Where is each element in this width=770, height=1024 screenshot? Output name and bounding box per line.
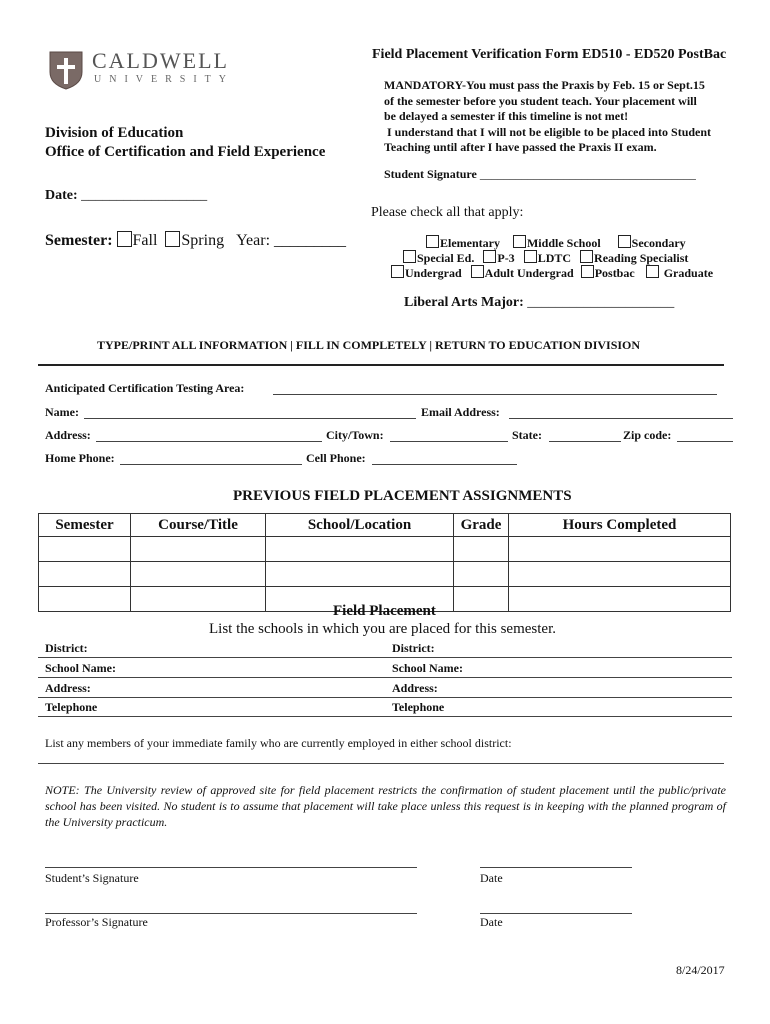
secondary-checkbox[interactable] (618, 235, 631, 248)
cell-phone-line[interactable] (372, 464, 517, 465)
elementary-label: Elementary (440, 236, 500, 250)
check-row-2 (403, 250, 688, 266)
email-label: Email Address: (421, 405, 500, 419)
liberal-arts-field[interactable] (404, 295, 674, 311)
email-line[interactable] (509, 418, 733, 419)
liberal-arts-label: Liberal Arts Major: (404, 295, 524, 310)
divider (38, 364, 724, 366)
district-label-right: District: (392, 641, 435, 655)
semester-field (45, 231, 346, 250)
ldtc-label: LDTC (537, 251, 572, 265)
table-cell[interactable] (266, 562, 454, 587)
zip-label: Zip code: (623, 428, 672, 442)
address-label-left: Address: (45, 681, 91, 695)
table-cell[interactable] (131, 587, 266, 612)
table-cell[interactable] (39, 562, 131, 587)
semester-label: Semester: (45, 232, 113, 249)
student-date-caption: Date (480, 871, 503, 885)
revision-date: 8/24/2017 (676, 963, 725, 977)
city-label: City/Town: (326, 428, 384, 442)
liberal-arts-line: _____________________ (527, 295, 675, 310)
table-cell[interactable] (131, 537, 266, 562)
shield-cross-icon (48, 50, 84, 90)
year-line[interactable]: _________ (274, 232, 347, 249)
school-name-label-left: School Name: (45, 661, 116, 675)
mandatory-line: Teaching until after I have passed the Praxis II exam. (384, 140, 657, 154)
column-header: Course/Title (131, 514, 266, 537)
professor-signature-caption: Professor’s Signature (45, 915, 148, 929)
special-ed-checkbox[interactable] (403, 250, 416, 263)
student-signature-line: ____________________________________ (479, 167, 696, 181)
fall-checkbox[interactable] (117, 231, 132, 247)
middle-school-checkbox[interactable] (513, 235, 526, 248)
student-signature-label: Student Signature (384, 167, 477, 181)
adult-undergrad-label: Adult Undergrad (484, 266, 574, 280)
instructions-banner: TYPE/PRINT ALL INFORMATION | FILL IN COMPLETELY | RETURN TO EDUCATION DIVISION (97, 338, 641, 352)
adult-undergrad-checkbox[interactable] (471, 265, 484, 278)
date-label: Date: (45, 188, 78, 203)
reading-specialist-checkbox[interactable] (580, 250, 593, 263)
home-phone-label: Home Phone: (45, 451, 115, 465)
previous-placements-table (38, 513, 731, 612)
table-row (39, 562, 731, 587)
fall-label: Fall (132, 232, 158, 249)
secondary-label: Secondary (631, 236, 686, 250)
column-header: School/Location (266, 514, 454, 537)
mandatory-line: I understand that I will not be eligible to be placed into Student (384, 124, 712, 139)
form-title: Field Placement Verification Form ED510 - ED520 PostBac (372, 47, 727, 62)
cell-phone-label: Cell Phone: (306, 451, 366, 465)
reading-specialist-label: Reading Specialist (594, 251, 689, 265)
table-cell[interactable] (509, 537, 731, 562)
table-cell[interactable] (454, 537, 509, 562)
office-heading: Office of Certification and Field Experience (45, 144, 326, 160)
table-cell[interactable] (39, 587, 131, 612)
field-placement-subtitle: List the schools in which you are placed for this semester. (209, 621, 556, 637)
state-line[interactable] (549, 441, 621, 442)
year-label: Year: (236, 232, 271, 249)
school-name-label-right: School Name: (392, 661, 463, 675)
address-line-placement[interactable] (38, 697, 732, 698)
telephone-label-left: Telephone (45, 700, 98, 714)
student-signature-line[interactable] (45, 867, 417, 868)
logo-subname: UNIVERSITY (94, 74, 234, 85)
state-label: State: (512, 428, 542, 442)
date-line: __________________ (81, 188, 208, 203)
address-line[interactable] (96, 441, 322, 442)
table-cell[interactable] (131, 562, 266, 587)
middle-school-label: Middle School (526, 236, 601, 250)
mandatory-line: of the semester before you student teach. Your placement will (384, 93, 697, 108)
p3-label: P-3 (497, 251, 515, 265)
elementary-checkbox[interactable] (426, 235, 439, 248)
table-row (39, 537, 731, 562)
date-field[interactable] (45, 188, 207, 204)
column-header: Grade (454, 514, 509, 537)
mandatory-notice (384, 78, 711, 156)
division-heading: Division of Education (45, 125, 184, 141)
telephone-line[interactable] (38, 716, 732, 717)
field-placement-title: Field Placement (333, 603, 436, 619)
professor-date-line[interactable] (480, 913, 632, 914)
column-header: Hours Completed (509, 514, 731, 537)
column-header: Semester (39, 514, 131, 537)
table-cell[interactable] (509, 562, 731, 587)
table-header-row (39, 514, 731, 537)
home-phone-line[interactable] (120, 464, 302, 465)
special-ed-label: Special Ed. (417, 251, 475, 265)
anticipated-label: Anticipated Certification Testing Area: (45, 381, 245, 395)
university-logo (48, 48, 238, 94)
check-all-prompt: Please check all that apply: (371, 205, 524, 220)
family-prompt: List any members of your immediate family who are currently employed in either school district: (45, 736, 512, 750)
name-line[interactable] (84, 418, 416, 419)
district-line[interactable] (38, 657, 732, 658)
family-line[interactable] (38, 763, 724, 764)
table-cell[interactable] (39, 537, 131, 562)
undergrad-checkbox[interactable] (391, 265, 404, 278)
professor-signature-line[interactable] (45, 913, 417, 914)
table-cell[interactable] (509, 587, 731, 612)
ldtc-checkbox[interactable] (524, 250, 537, 263)
university-note: NOTE: The University review of approved site for field placement restricts the confirmation of student placement until the public/private school has been visited. No student is to assume that placement will take place unless this request is in keeping with the planned program of the University practicum. (45, 783, 726, 829)
check-row-1 (426, 235, 686, 251)
table-cell[interactable] (454, 587, 509, 612)
mandatory-line: be delayed a semester if this timeline is not met! (384, 109, 629, 123)
check-row-3 (391, 265, 713, 281)
telephone-label-right: Telephone (392, 700, 445, 714)
table-cell[interactable] (266, 537, 454, 562)
undergrad-label: Undergrad (405, 266, 462, 280)
logo-name: CALDWELL (92, 48, 229, 73)
name-label: Name: (45, 405, 79, 419)
district-label-left: District: (45, 641, 88, 655)
student-signature-top[interactable] (384, 167, 696, 182)
postbac-checkbox[interactable] (581, 265, 594, 278)
spring-checkbox[interactable] (165, 231, 180, 247)
zip-line[interactable] (677, 441, 733, 442)
city-line[interactable] (390, 441, 508, 442)
professor-date-caption: Date (480, 915, 503, 929)
spring-label: Spring (181, 232, 225, 249)
previous-placements-title: PREVIOUS FIELD PLACEMENT ASSIGNMENTS (233, 488, 572, 504)
address-label: Address: (45, 428, 91, 442)
student-date-line[interactable] (480, 867, 632, 868)
graduate-checkbox[interactable] (646, 265, 659, 278)
anticipated-line[interactable] (273, 394, 717, 395)
school-name-line[interactable] (38, 677, 732, 678)
address-label-right: Address: (392, 681, 438, 695)
table-cell[interactable] (454, 562, 509, 587)
postbac-label: Postbac (594, 266, 635, 280)
graduate-label: Graduate (663, 266, 714, 280)
p3-checkbox[interactable] (483, 250, 496, 263)
mandatory-line: MANDATORY-You must pass the Praxis by Feb. 15 or Sept.15 (384, 78, 705, 92)
student-signature-caption: Student’s Signature (45, 871, 139, 885)
